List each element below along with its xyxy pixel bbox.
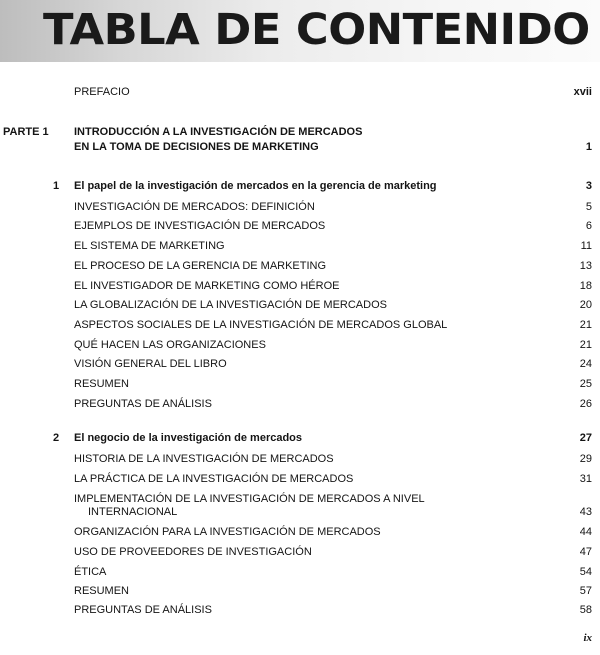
entry-label: PREGUNTAS DE ANÁLISIS — [74, 398, 212, 410]
entry-label: RESUMEN — [74, 585, 130, 597]
entry-page: 6 — [585, 220, 592, 232]
entry-page: 44 — [579, 526, 592, 538]
entry-label: PREGUNTAS DE ANÁLISIS — [74, 604, 212, 616]
part-title-line2: EN LA TOMA DE DECISIONES DE MARKETING — [74, 141, 319, 153]
entry-page: 21 — [579, 339, 592, 351]
preface-label: PREFACIO — [74, 86, 130, 98]
entry-page: 57 — [579, 585, 592, 597]
entry-label: ASPECTOS SOCIALES DE LA INVESTIGACIÓN DE MERCADOS GLOBAL — [74, 319, 448, 331]
entry-page: 31 — [579, 473, 592, 485]
entry-label: EL INVESTIGADOR DE MARKETING COMO HÉROE — [74, 280, 340, 292]
entry-label: ORGANIZACIÓN PARA LA INVESTIGACIÓN DE MERCADOS — [74, 526, 381, 538]
chapter-page: 27 — [579, 432, 592, 444]
title-banner — [0, 0, 600, 62]
page-title: TABLA DE CONTENIDO — [43, 5, 590, 55]
entry-label: USO DE PROVEEDORES DE INVESTIGACIÓN — [74, 546, 312, 558]
chapter-number: 2 — [53, 432, 60, 444]
entry-label: LA GLOBALIZACIÓN DE LA INVESTIGACIÓN DE MERCADOS — [74, 299, 387, 311]
chapter-page: 3 — [585, 180, 592, 192]
entry-page: 21 — [579, 319, 592, 331]
entry-page: 25 — [579, 378, 592, 390]
part-label: PARTE 1 — [3, 126, 49, 138]
entry-label: EJEMPLOS DE INVESTIGACIÓN DE MERCADOS — [74, 220, 326, 232]
entry-label: QUÉ HACEN LAS ORGANIZACIONES — [74, 339, 266, 351]
entry-label: EL PROCESO DE LA GERENCIA DE MARKETING — [74, 260, 327, 272]
part-page: 1 — [585, 141, 592, 153]
entry-page: 11 — [580, 240, 592, 252]
entry-label-cont: INTERNACIONAL — [88, 506, 178, 518]
entry-page: 26 — [579, 398, 592, 410]
entry-page: 54 — [579, 566, 592, 578]
preface-page: xvii — [573, 86, 592, 98]
chapter-title: El negocio de la investigación de mercados — [74, 432, 303, 444]
page-folio: ix — [583, 632, 592, 644]
entry-page: 13 — [579, 260, 592, 272]
entry-page: 20 — [579, 299, 592, 311]
chapter-title: El papel de la investigación de mercados en la gerencia de marketing — [74, 180, 437, 192]
entry-label: INVESTIGACIÓN DE MERCADOS: DEFINICIÓN — [74, 201, 315, 213]
entry-label: IMPLEMENTACIÓN DE LA INVESTIGACIÓN DE MERCADOS A NIVEL — [74, 493, 425, 505]
entry-label: HISTORIA DE LA INVESTIGACIÓN DE MERCADOS — [74, 453, 334, 465]
entry-page: 43 — [579, 506, 592, 518]
entry-label: VISIÓN GENERAL DEL LIBRO — [74, 358, 227, 370]
entry-label: ÉTICA — [74, 566, 107, 578]
entry-page: 58 — [579, 604, 592, 616]
entry-page: 5 — [585, 201, 592, 213]
part-title-line1: INTRODUCCIÓN A LA INVESTIGACIÓN DE MERCADOS — [74, 126, 363, 138]
entry-page: 29 — [579, 453, 592, 465]
entry-label: EL SISTEMA DE MARKETING — [74, 240, 225, 252]
entry-page: 18 — [579, 280, 592, 292]
entry-page: 24 — [579, 358, 592, 370]
entry-label: RESUMEN — [74, 378, 130, 390]
entry-label: LA PRÁCTICA DE LA INVESTIGACIÓN DE MERCADOS — [74, 473, 354, 485]
entry-page: 47 — [579, 546, 592, 558]
chapter-number: 1 — [53, 180, 60, 192]
